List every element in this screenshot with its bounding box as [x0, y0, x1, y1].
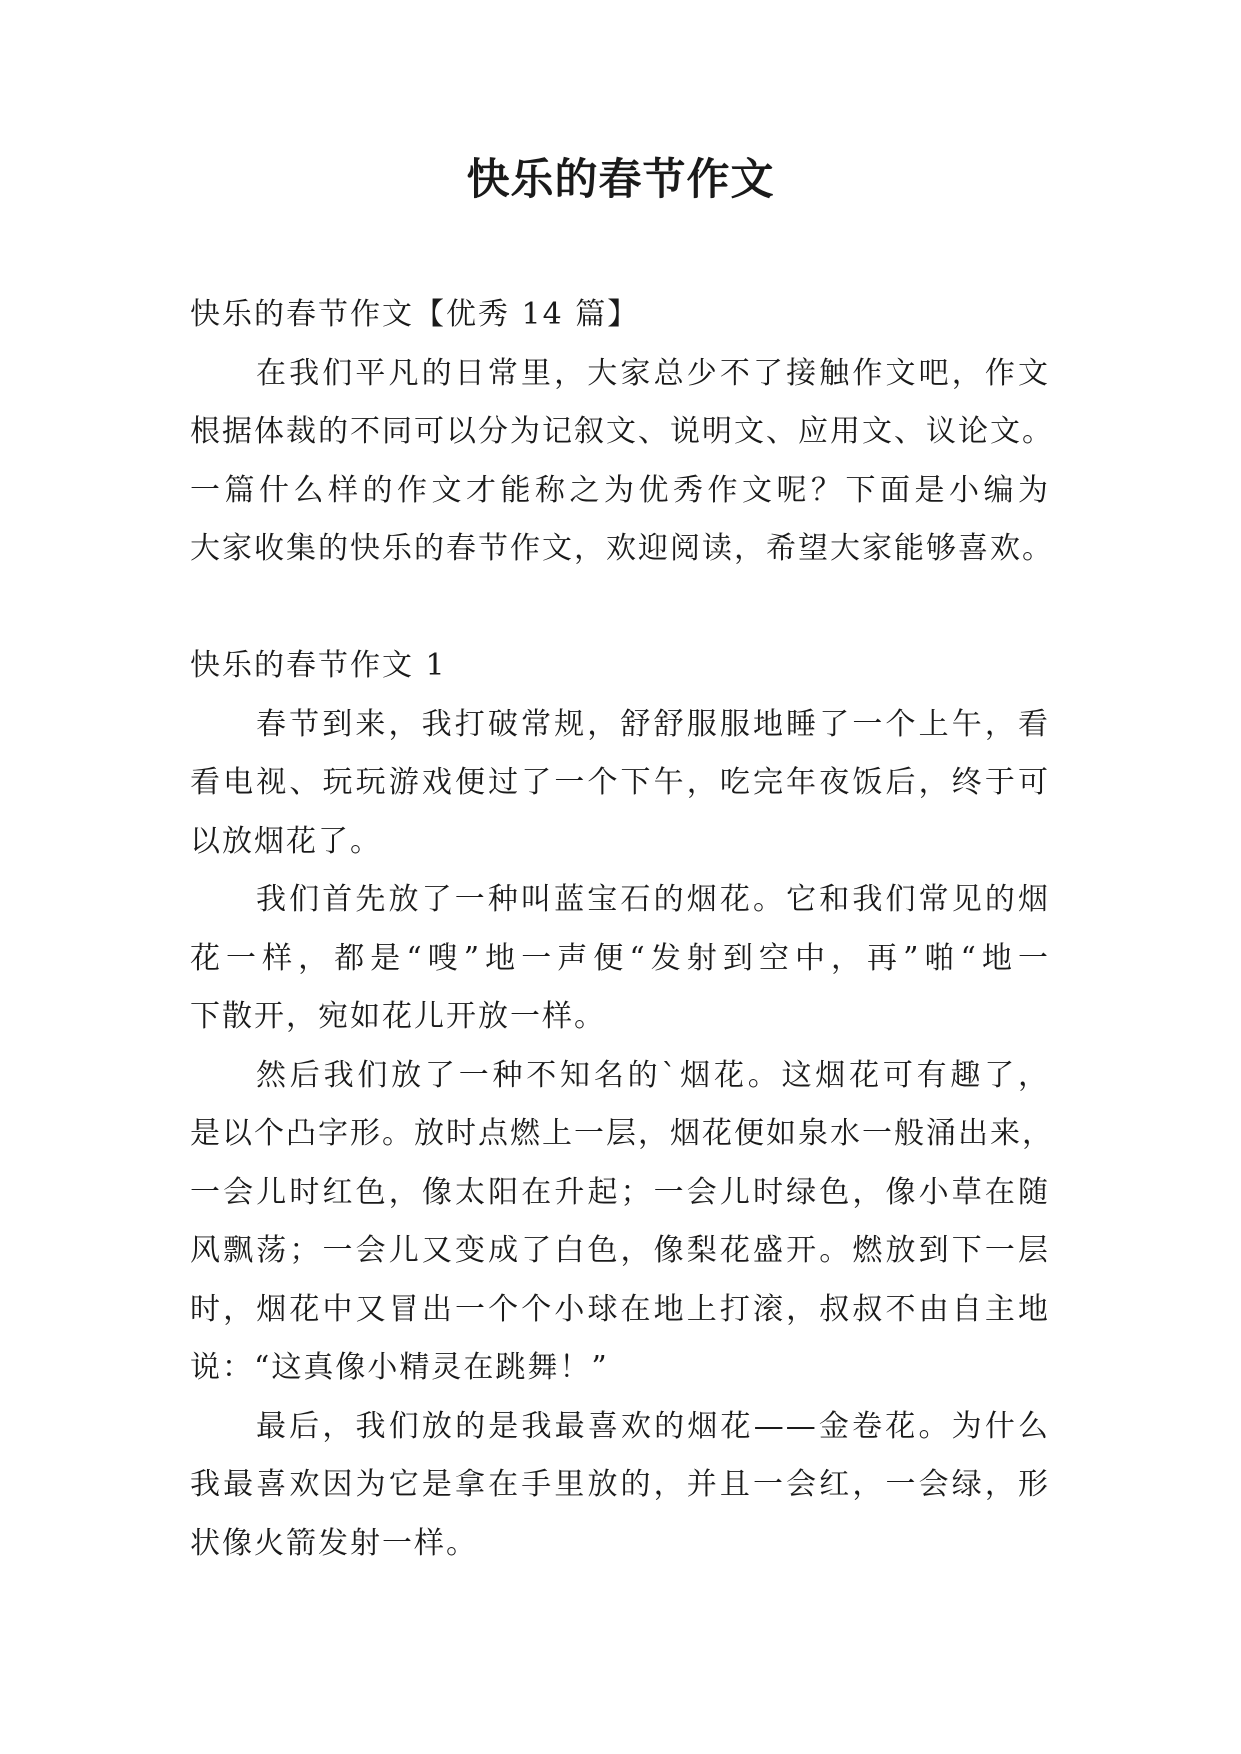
text-line: 说：“这真像小精灵在跳舞！” — [190, 1350, 609, 1385]
text-line: 我们首先放了一种叫蓝宝石的烟花。它和我们常见的烟 — [256, 882, 1050, 917]
text-line: 大家收集的快乐的春节作文，欢迎阅读，希望大家能够喜欢。 — [190, 531, 1054, 566]
text-line: 在我们平凡的日常里，大家总少不了接触作文吧，作文 — [256, 355, 1050, 391]
text-line: 然后我们放了一种不知名的`烟花。这烟花可有趣了， — [256, 1057, 1050, 1093]
text-line: 最后，我们放的是我最喜欢的烟花——金卷花。为什么 — [256, 1408, 1050, 1444]
section-title: 快乐的春节作文 1 — [190, 648, 447, 683]
text-line: 根据体裁的不同可以分为记叙文、说明文、应用文、议论文。 — [190, 414, 1054, 449]
text-line: 花一样，都是“嗖”地一声便“发射到空中，再”啪“地一 — [190, 940, 1050, 976]
text-line: 一篇什么样的作文才能称之为优秀作文呢？下面是小编为 — [190, 472, 1050, 508]
text-line: 时，烟花中又冒出一个个小球在地上打滚，叔叔不由自主地 — [190, 1291, 1050, 1327]
paragraph — [190, 1047, 1054, 1398]
paragraph — [190, 1398, 1050, 1574]
paragraph — [190, 871, 1050, 1047]
text-line: 风飘荡；一会儿又变成了白色，像梨花盛开。燃放到下一层 — [190, 1233, 1050, 1268]
document-body — [190, 286, 1054, 1573]
text-line: 我最喜欢因为它是拿在手里放的，并且一会红，一会绿，形 — [190, 1467, 1050, 1502]
blank-line — [190, 579, 1050, 638]
document-heading: 快乐的春节作文【优秀 14 篇】 — [190, 297, 640, 332]
text-line: 看电视、玩玩游戏便过了一个下午，吃完年夜饭后，终于可 — [190, 765, 1050, 800]
text-line: 是以个凸字形。放时点燃上一层，烟花便如泉水一般涌出来， — [190, 1116, 1054, 1151]
intro-paragraph — [190, 345, 1054, 579]
text-line: 状像火箭发射一样。 — [190, 1525, 478, 1561]
text-line: 一会儿时红色，像太阳在升起；一会儿时绿色，像小草在随 — [190, 1174, 1050, 1210]
text-line: 下散开，宛如花儿开放一样。 — [190, 999, 606, 1034]
document-title: 快乐的春节作文 — [466, 155, 775, 205]
text-line: 春节到来，我打破常规，舒舒服服地睡了一个上午，看 — [256, 706, 1050, 742]
text-line: 以放烟花了。 — [190, 823, 382, 859]
paragraph — [190, 696, 1050, 872]
